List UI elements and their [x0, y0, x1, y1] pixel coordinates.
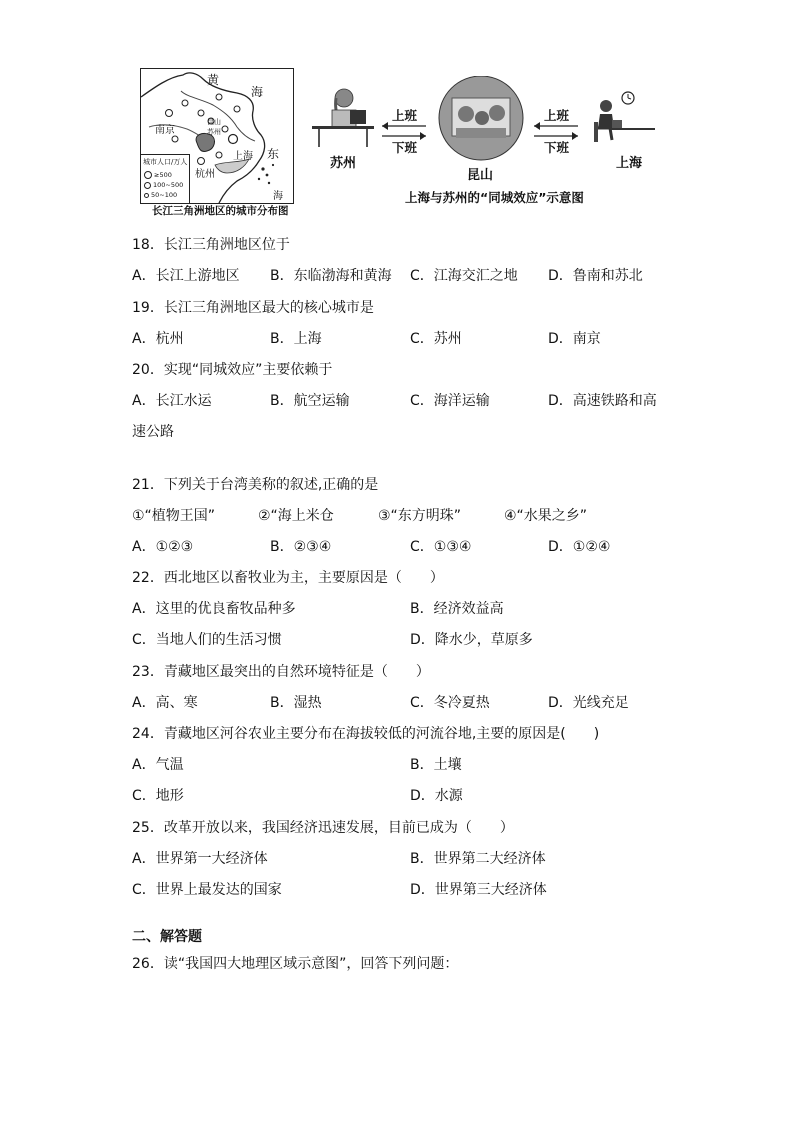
question-19-option-c[interactable]: C．苏州: [410, 331, 462, 347]
question-18-option-c[interactable]: C．江海交汇之地: [410, 268, 518, 284]
question-18-stem: 18．长江三角洲地区位于: [132, 237, 290, 253]
question-25-option-c[interactable]: C．世界上最发达的国家: [132, 882, 282, 898]
question-25-option-d[interactable]: D．世界第三大经济体: [410, 882, 547, 898]
same-city-effect-diagram: [310, 76, 655, 196]
legend-item: 100~500: [144, 181, 183, 189]
legend-title: 城市人口/万人: [143, 158, 188, 166]
question-23-option-c[interactable]: C．冬冷夏热: [410, 695, 490, 711]
question-25-stem: 25．改革开放以来，我国经济迅速发展，目前已成为（ ）: [132, 820, 514, 836]
diagram-label-kunshan: 昆山: [467, 168, 494, 183]
legend-item: ≥500: [144, 171, 172, 179]
map-label-dong: 东: [267, 147, 280, 161]
question-24-stem: 24．青藏地区河谷农业主要分布在海拔较低的河流谷地,主要的原因是( ): [132, 726, 600, 742]
section-title-answer-questions: 二、解答题: [132, 929, 202, 945]
question-21-item-1: ①“植物王国”: [132, 508, 216, 524]
legend-circle-icon: [144, 182, 151, 189]
diagram-label-suzhou: 苏州: [330, 156, 357, 171]
question-20-option-d[interactable]: D．高速铁路和高: [548, 393, 657, 409]
question-23-option-b[interactable]: B．湿热: [270, 695, 322, 711]
map-label-huang: 黄: [207, 73, 220, 87]
question-21-option-d[interactable]: D．①②④: [548, 539, 611, 555]
question-22-stem: 22．西北地区以畜牧业为主，主要原因是（ ）: [132, 570, 444, 586]
question-23-option-a[interactable]: A．高、寒: [132, 695, 198, 711]
diagram-label-left-go-to-work: 上班: [392, 108, 418, 123]
diagram-label-right-go-to-work: 上班: [544, 108, 570, 123]
question-25-option-a[interactable]: A．世界第一大经济体: [132, 851, 268, 867]
map-label-hai-bottom: 海: [273, 191, 283, 202]
question-22-option-c[interactable]: C．当地人们的生活习惯: [132, 632, 282, 648]
map-label-hangzhou: 杭州: [195, 169, 215, 180]
question-20-stem: 20．实现“同城效应”主要依赖于: [132, 362, 333, 378]
question-24-option-c[interactable]: C．地形: [132, 788, 184, 804]
office-worker-left-icon: [312, 89, 374, 147]
question-20-option-b[interactable]: B．航空运输: [270, 393, 350, 409]
map-caption: 长江三角洲地区的城市分布图: [152, 205, 289, 217]
question-23-option-d[interactable]: D．光线充足: [548, 695, 629, 711]
question-20-option-d-continuation: 速公路: [132, 424, 174, 440]
question-21-item-4: ④“水果之乡”: [504, 508, 588, 524]
question-22-option-d[interactable]: D．降水少，草原多: [410, 632, 533, 648]
question-24-option-b[interactable]: B．土壤: [410, 757, 462, 773]
question-23-stem: 23．青藏地区最突出的自然环境特征是（ ）: [132, 664, 430, 680]
question-21-stem: 21．下列关于台湾美称的叙述,正确的是: [132, 477, 379, 493]
question-20-option-a[interactable]: A．长江水运: [132, 393, 212, 409]
question-22-option-b[interactable]: B．经济效益高: [410, 601, 504, 617]
question-20-option-c[interactable]: C．海洋运输: [410, 393, 490, 409]
question-18-option-b[interactable]: B．东临渤海和黄海: [270, 268, 392, 284]
question-19-option-d[interactable]: D．南京: [548, 331, 601, 347]
question-22-option-a[interactable]: A．这里的优良畜牧品种多: [132, 601, 296, 617]
question-19-stem: 19．长江三角洲地区最大的核心城市是: [132, 300, 374, 316]
legend-circle-icon: [144, 193, 149, 198]
question-21-option-a[interactable]: A．①②③: [132, 539, 194, 555]
question-21-item-2: ②“海上米仓: [258, 508, 334, 524]
question-18-option-a[interactable]: A．长江上游地区: [132, 268, 240, 284]
map-legend: [141, 154, 190, 203]
question-18-option-d[interactable]: D．鲁南和苏北: [548, 268, 643, 284]
question-26-stem: 26．读“我国四大地理区域示意图”，回答下列问题：: [132, 956, 459, 972]
map-label-shanghai: 上海: [233, 151, 253, 162]
map-label-hai-top: 海: [251, 85, 264, 99]
question-25-option-b[interactable]: B．世界第二大经济体: [410, 851, 546, 867]
map-label-nanjing: 南京: [155, 125, 175, 136]
diagram-caption: 上海与苏州的“同城效应”示意图: [405, 190, 584, 205]
legend-circle-icon: [144, 171, 152, 179]
map-label-suzhou: 苏州: [207, 128, 221, 136]
question-21-option-b[interactable]: B．②③④: [270, 539, 332, 555]
office-worker-right-icon: [594, 92, 655, 142]
question-24-option-d[interactable]: D．水源: [410, 788, 463, 804]
diagram-label-left-off-work: 下班: [392, 140, 418, 155]
question-19-option-b[interactable]: B．上海: [270, 331, 322, 347]
question-21-item-3: ③“东方明珠”: [378, 508, 462, 524]
map-label-kunshan: 昆山: [207, 118, 221, 126]
question-21-option-c[interactable]: C．①③④: [410, 539, 472, 555]
legend-item: 50~100: [144, 191, 177, 199]
question-19-option-a[interactable]: A．杭州: [132, 331, 184, 347]
diagram-label-shanghai: 上海: [616, 156, 643, 171]
yangtze-delta-map: [140, 68, 294, 204]
kunshan-family-photo: [439, 76, 523, 160]
diagram-label-right-off-work: 下班: [544, 140, 570, 155]
question-24-option-a[interactable]: A．气温: [132, 757, 184, 773]
